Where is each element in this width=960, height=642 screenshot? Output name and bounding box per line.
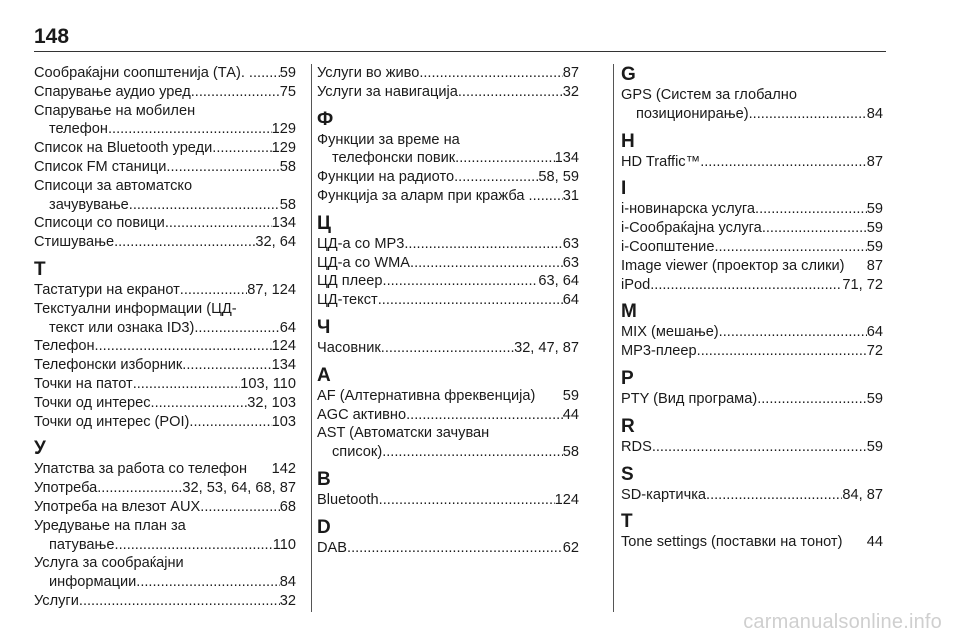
- entry-term: GPS (Систем за глобално: [621, 87, 797, 103]
- entry-term: Функција за аларм при кражба .: [317, 187, 533, 204]
- index-entry: [317, 539, 579, 558]
- entry-page-ref: 103: [271, 413, 296, 430]
- entry-page-ref: 58: [279, 158, 296, 175]
- entry-page-ref: 59: [866, 438, 883, 455]
- entry-term: Сообраќајни соопштенија (ТА). .: [34, 65, 253, 81]
- section-letter: D: [317, 516, 331, 538]
- entry-term: DAB: [317, 539, 348, 556]
- entry-page-ref: 84: [866, 105, 883, 122]
- entry-page-ref: 68: [279, 498, 296, 515]
- dot-leader: [381, 339, 514, 358]
- dot-leader: [458, 83, 563, 102]
- entry-page-ref: 31: [562, 187, 579, 204]
- index-entry: [317, 424, 579, 462]
- dot-leader: [200, 498, 279, 517]
- entry-term: AST (Автоматски зачуван: [317, 425, 490, 442]
- index-section: [34, 259, 296, 431]
- entry-term: ЦД-текст: [317, 292, 378, 309]
- entry-term: телефон: [49, 121, 108, 138]
- column-divider: [613, 64, 614, 612]
- index-entry: [34, 592, 296, 611]
- dot-leader: [383, 272, 539, 291]
- index-section: [317, 317, 579, 358]
- index-section: [621, 464, 883, 505]
- index-entry: [621, 486, 883, 505]
- dot-leader: [166, 158, 279, 177]
- index-column-3: [621, 64, 883, 552]
- entry-term: i-новинарска услуга: [621, 201, 756, 218]
- entry-term: Услуга за сообраќајни: [34, 555, 184, 572]
- entry-page-ref: 32, 47, 87: [514, 339, 579, 356]
- entry-page-ref: 129: [271, 121, 296, 138]
- index-entry: [34, 356, 296, 375]
- entry-term: Tone settings (поставки на тонот): [621, 534, 843, 551]
- entry-page-ref: 32, 103: [247, 394, 296, 411]
- index-section: [317, 517, 579, 558]
- index-section: [621, 131, 883, 172]
- dot-leader: [129, 196, 280, 215]
- dot-leader: [97, 479, 182, 498]
- index-entry: [317, 406, 579, 425]
- entry-term: Точки од интерес: [34, 394, 151, 411]
- index-section: [621, 64, 883, 124]
- section-letter: A: [317, 364, 331, 386]
- index-column-2: [317, 64, 579, 558]
- entry-page-ref: 72: [866, 343, 883, 360]
- index-entry: [34, 177, 296, 215]
- index-entry: [317, 131, 579, 169]
- dot-leader: [762, 219, 867, 238]
- index-entry: [34, 413, 296, 432]
- dot-leader: [700, 153, 867, 172]
- dot-leader: [406, 406, 563, 425]
- entry-page-ref: 134: [271, 215, 296, 232]
- entry-term: Точки на патот: [34, 375, 133, 392]
- entry-term: информации: [49, 574, 137, 591]
- section-letter: H: [621, 130, 635, 152]
- index-entry: [317, 83, 579, 102]
- dot-leader: [194, 319, 279, 338]
- dot-leader: [749, 105, 867, 124]
- dot-leader: [454, 168, 538, 187]
- entry-page-ref: 58: [279, 196, 296, 213]
- index-entry: [621, 86, 883, 124]
- entry-page-ref: 58: [562, 444, 579, 461]
- dot-leader: [182, 356, 271, 375]
- dot-leader: [115, 536, 273, 555]
- entry-term: телефонски повик: [332, 150, 456, 167]
- section-letter: У: [34, 438, 46, 460]
- section-letter: Ф: [317, 108, 334, 130]
- index-entry: [317, 291, 579, 310]
- entry-term: Спарување аудио уред: [34, 83, 191, 100]
- index-section: [621, 416, 883, 457]
- entry-term: ЦД-а со WMA: [317, 254, 411, 271]
- entry-page-ref: 59: [866, 390, 883, 407]
- index-entry: [34, 214, 296, 233]
- dot-leader: [697, 342, 867, 361]
- index-column-1: [34, 64, 296, 611]
- dot-leader: [419, 64, 562, 83]
- index-entry: [34, 337, 296, 356]
- dot-leader: [404, 235, 562, 254]
- section-letter: P: [621, 367, 634, 389]
- index-entry: [317, 272, 579, 291]
- entry-term: MIX (мешање): [621, 324, 719, 341]
- section-letter: S: [621, 463, 634, 485]
- entry-term: Спарување на мобилен: [34, 102, 196, 119]
- dot-leader: [757, 390, 867, 409]
- entry-term: Уредување на план за: [34, 517, 186, 534]
- entry-page-ref: 59: [866, 201, 883, 218]
- entry-term: MP3-плеер: [621, 343, 697, 360]
- entry-page-ref: 71, 72: [842, 276, 883, 293]
- entry-term: Телефонски изборник: [34, 357, 183, 374]
- index-section: [317, 469, 579, 510]
- dot-leader: [755, 200, 867, 219]
- entry-page-ref: 129: [271, 140, 296, 157]
- entry-term: Точки од интерес (POI): [34, 413, 190, 430]
- entry-page-ref: 64: [562, 292, 579, 309]
- dot-leader: [165, 214, 272, 233]
- index-entry: [621, 153, 883, 172]
- index-section: [34, 64, 296, 252]
- entry-term: PTY (Вид програма): [621, 390, 758, 407]
- entry-page-ref: 59: [866, 238, 883, 255]
- header-rule: [34, 51, 886, 52]
- entry-page-ref: 124: [271, 338, 296, 355]
- entry-term: Услуги: [34, 592, 79, 609]
- dot-leader: [136, 573, 280, 592]
- entry-page-ref: 32, 64: [255, 234, 296, 251]
- entry-page-ref: 63: [562, 235, 579, 252]
- dot-leader: [714, 238, 866, 257]
- entry-term: HD Traffic™: [621, 153, 701, 170]
- column-divider: [311, 64, 312, 612]
- entry-page-ref: 84: [279, 574, 296, 591]
- index-entry: [34, 300, 296, 338]
- dot-leader: [133, 375, 241, 394]
- entry-page-ref: 63, 64: [538, 273, 579, 290]
- index-section: [621, 368, 883, 409]
- dot-leader: [191, 83, 280, 102]
- entry-term: ЦД-а со MP3: [317, 235, 405, 252]
- index-entry: [34, 554, 296, 592]
- entry-term: Упатства за работа со телефон: [34, 461, 248, 478]
- entry-term: Список FM станици: [34, 158, 167, 175]
- entry-page-ref: 59: [866, 220, 883, 237]
- index-entry: [34, 102, 296, 140]
- dot-leader: [347, 539, 563, 558]
- dot-leader: [189, 413, 271, 432]
- index-entry: [621, 238, 883, 257]
- entry-page-ref: 87, 124: [247, 281, 296, 298]
- entry-term: Часовник: [317, 339, 381, 356]
- dot-leader: [180, 281, 248, 300]
- entry-page-ref: 32: [279, 592, 296, 609]
- index-section: [317, 64, 579, 102]
- entry-term: Услуги во живо: [317, 65, 420, 81]
- index-entry: [621, 323, 883, 342]
- section-letter: Т: [34, 258, 46, 280]
- entry-term: Телефон: [34, 338, 95, 355]
- index-section: [621, 301, 883, 361]
- index-entry: [317, 187, 579, 206]
- entry-page-ref: 110: [272, 536, 296, 553]
- entry-term: Употреба на влезот AUX: [34, 498, 201, 515]
- index-entry: [34, 233, 296, 252]
- index-entry: [34, 281, 296, 300]
- index-entry: [621, 200, 883, 219]
- entry-term: Стишување: [34, 234, 115, 251]
- dot-leader: [533, 187, 563, 206]
- entry-term: Списоци со повици: [34, 215, 165, 232]
- dot-leader: [652, 438, 867, 457]
- entry-page-ref: 32, 53, 64, 68, 87: [182, 480, 296, 497]
- section-letter: R: [621, 415, 635, 437]
- dot-leader: [706, 486, 842, 505]
- entry-page-ref: 44: [866, 534, 883, 551]
- entry-term: Image viewer (проектор за слики): [621, 257, 845, 274]
- entry-page-ref: 44: [562, 406, 579, 423]
- index-section: [621, 511, 883, 552]
- index-entry: [317, 254, 579, 273]
- entry-page-ref: 103, 110: [240, 375, 296, 392]
- entry-term: зачувување: [49, 196, 129, 213]
- section-letter: M: [621, 301, 637, 323]
- dot-leader: [79, 592, 280, 611]
- index-entry: [34, 394, 296, 413]
- dot-leader: [410, 254, 563, 273]
- entry-page-ref: 84, 87: [842, 486, 883, 503]
- entry-page-ref: 59: [279, 65, 296, 81]
- entry-term: ЦД плеер: [317, 273, 383, 290]
- index-entry: [317, 64, 579, 83]
- entry-page-ref: 63: [562, 254, 579, 271]
- section-letter: I: [621, 178, 627, 200]
- entry-term: Употреба: [34, 480, 98, 497]
- entry-term: i-Сообраќајна услуга: [621, 220, 762, 237]
- index-entry: [621, 276, 883, 295]
- entry-page-ref: 134: [554, 150, 579, 167]
- index-entry: [621, 390, 883, 409]
- entry-term: AF (Алтернативна фреквенција): [317, 387, 536, 404]
- index-entry: [317, 491, 579, 510]
- entry-page-ref: 64: [279, 319, 296, 336]
- entry-page-ref: 62: [562, 539, 579, 556]
- entry-page-ref: 59: [562, 387, 579, 404]
- dot-leader: [455, 149, 554, 168]
- entry-page-ref: 87: [866, 153, 883, 170]
- index-section: [34, 438, 296, 610]
- entry-page-ref: 124: [554, 491, 579, 508]
- dot-leader: [719, 323, 867, 342]
- dot-leader: [650, 276, 842, 295]
- index-entry: [34, 83, 296, 102]
- entry-page-ref: 64: [866, 324, 883, 341]
- entry-page-ref: 87: [866, 257, 883, 274]
- section-letter: Ц: [317, 212, 331, 234]
- index-entry: [34, 498, 296, 517]
- dot-leader: [95, 337, 272, 356]
- entry-term: RDS: [621, 438, 652, 455]
- index-entry: [621, 342, 883, 361]
- entry-term: i-Соопштение: [621, 238, 715, 255]
- section-letter: G: [621, 64, 636, 85]
- dot-leader: [108, 120, 272, 139]
- index-entry: [621, 219, 883, 238]
- index-entry: [34, 460, 296, 479]
- index-entry: [621, 438, 883, 457]
- entry-term: Функции на радиото: [317, 169, 455, 186]
- index-entry: [34, 158, 296, 177]
- entry-page-ref: 75: [279, 83, 296, 100]
- entry-page-ref: 87: [562, 65, 579, 81]
- index-entry: [34, 64, 296, 83]
- entry-term: Bluetooth: [317, 491, 379, 508]
- index-entry: [621, 257, 883, 276]
- watermark: carmanualsonline.info: [743, 611, 942, 633]
- entry-term: список): [332, 444, 383, 461]
- dot-leader: [378, 291, 563, 310]
- entry-term: позиционирање): [636, 105, 749, 122]
- index-entry: [34, 479, 296, 498]
- section-letter: B: [317, 468, 331, 490]
- entry-term: AGC активно: [317, 406, 407, 423]
- page-number: 148: [34, 25, 70, 48]
- index-entry: [317, 168, 579, 187]
- section-letter: T: [621, 511, 633, 533]
- index-entry: [317, 235, 579, 254]
- dot-leader: [212, 139, 271, 158]
- index-section: [317, 213, 579, 310]
- entry-term: Функции за време на: [317, 131, 460, 148]
- dot-leader: [114, 233, 255, 252]
- dot-leader: [151, 394, 248, 413]
- index-entry: [34, 139, 296, 158]
- entry-term: iPod: [621, 276, 651, 293]
- index-section: [621, 178, 883, 294]
- index-entry: [317, 387, 579, 406]
- dot-leader: [253, 64, 280, 83]
- entry-term: Тастатури на екранот: [34, 281, 180, 298]
- entry-term: патување: [49, 536, 115, 553]
- index-entry: [317, 339, 579, 358]
- entry-term: Список на Bluetooth уреди: [34, 140, 213, 157]
- index-entry: [34, 517, 296, 555]
- entry-term: SD-картичка: [621, 486, 707, 503]
- entry-page-ref: 58, 59: [538, 169, 579, 186]
- index-section: [317, 365, 579, 462]
- index-entry: [34, 375, 296, 394]
- entry-term: Списоци за автоматско: [34, 177, 193, 194]
- dot-leader: [382, 443, 563, 462]
- section-letter: Ч: [317, 316, 331, 338]
- dot-leader: [379, 491, 555, 510]
- entry-page-ref: 142: [271, 461, 296, 478]
- entry-term: Услуги за навигација: [317, 83, 458, 100]
- index-section: [317, 109, 579, 206]
- entry-page-ref: 134: [271, 357, 296, 374]
- entry-page-ref: 32: [562, 83, 579, 100]
- index-entry: [621, 533, 883, 552]
- entry-term: текст или ознака ID3): [49, 319, 195, 336]
- entry-term: Текстуални информации (ЦД-: [34, 300, 237, 317]
